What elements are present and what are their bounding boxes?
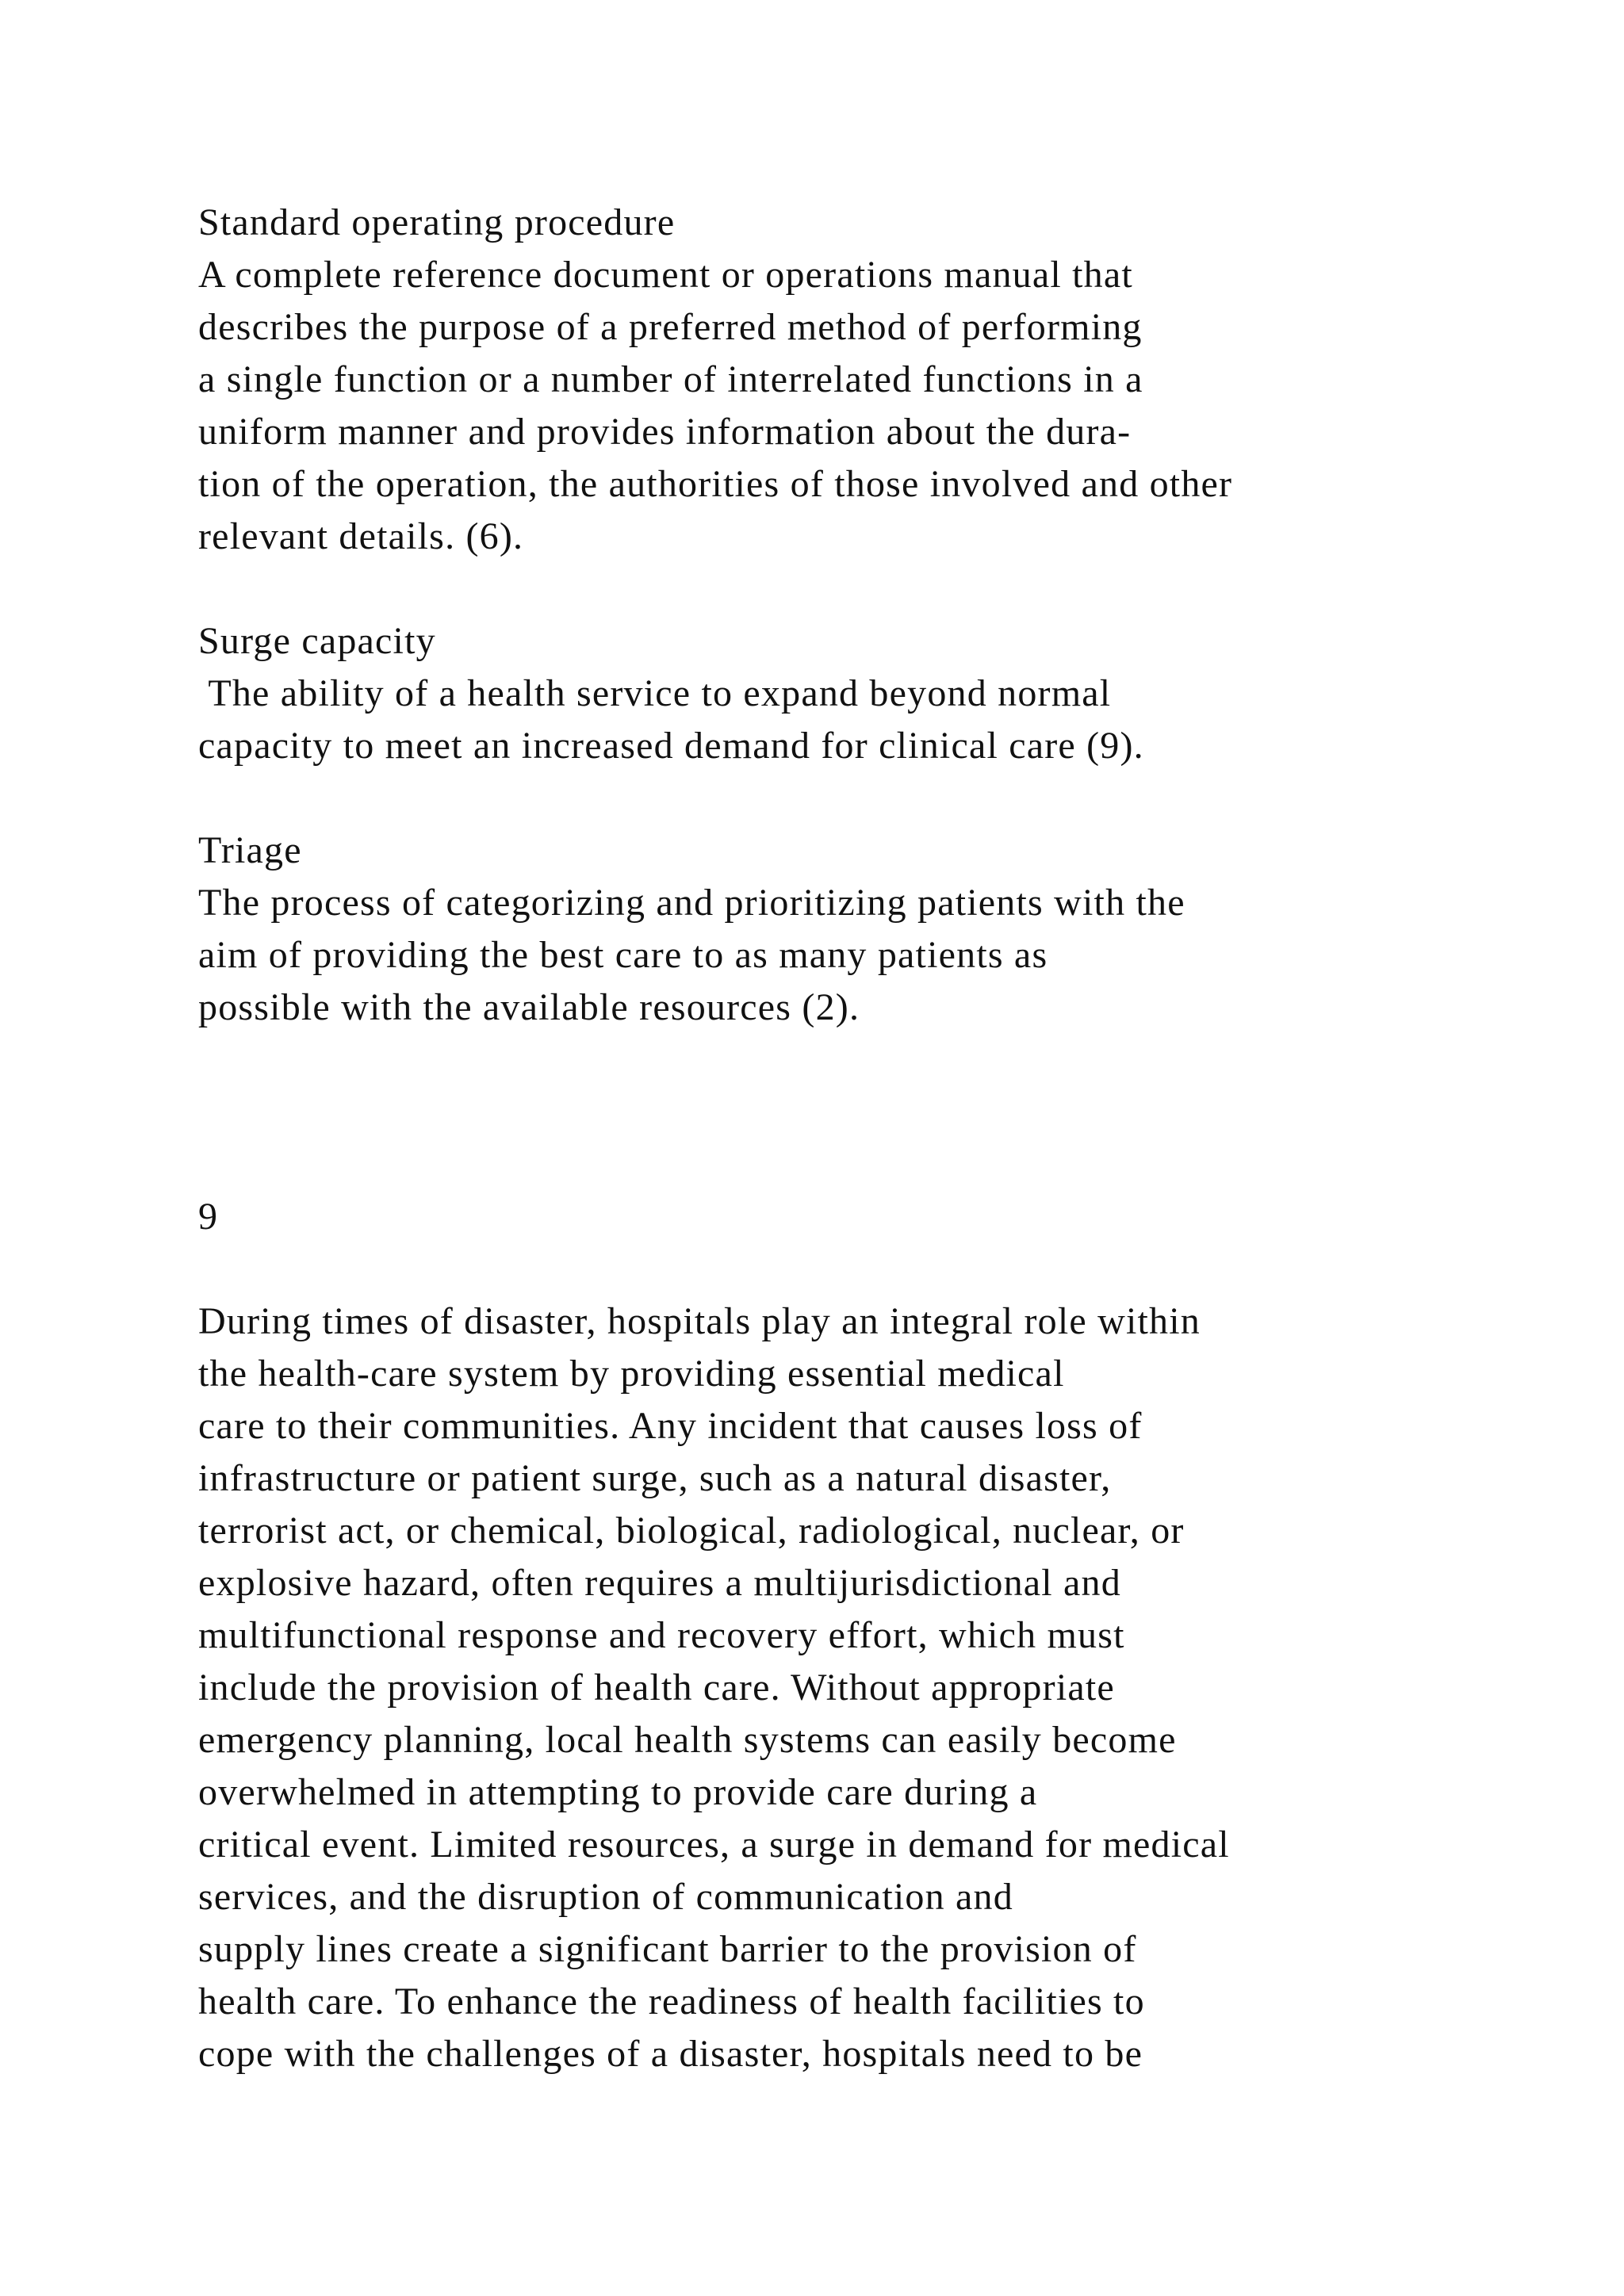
text-line: supply lines create a significant barrier to the provision of xyxy=(198,1928,1137,1970)
text-line: The ability of a health service to expand beyond normal xyxy=(198,672,1112,714)
text-line: 9 xyxy=(198,1196,219,1238)
text-line: overwhelmed in attempting to provide care during a xyxy=(198,1771,1038,1813)
text-line: explosive hazard, often requires a multijurisdictional and xyxy=(198,1562,1121,1604)
text-line: multifunctional response and recovery effort, which must xyxy=(198,1614,1125,1656)
text-line: A complete reference document or operations manual that xyxy=(198,254,1133,296)
text-line: cope with the challenges of a disaster, hospitals need to be xyxy=(198,2033,1143,2075)
text-line: The process of categorizing and prioritizing patients with the xyxy=(198,882,1185,924)
text-line: capacity to meet an increased demand for clinical care (9). xyxy=(198,725,1144,767)
text-line: possible with the available resources (2). xyxy=(198,986,860,1028)
text-line: emergency planning, local health systems can easily become xyxy=(198,1719,1177,1761)
text-line: tion of the operation, the authorities of those involved and other xyxy=(198,463,1233,505)
text-line xyxy=(198,1138,1618,1191)
text-line: critical event. Limited resources, a surge in demand for medical xyxy=(198,1823,1230,1866)
text-line: services, and the disruption of communication and xyxy=(198,1876,1013,1918)
text-line: include the provision of health care. Without appropriate xyxy=(198,1667,1115,1709)
text-line: the health-care system by providing essential medical xyxy=(198,1353,1065,1395)
text-line xyxy=(198,1086,1618,1138)
text-line: aim of providing the best care to as many patients as xyxy=(198,934,1048,976)
text-line: describes the purpose of a preferred method of performing xyxy=(198,306,1143,348)
text-line: uniform manner and provides information about the dura- xyxy=(198,411,1132,453)
text-line: Surge capacity xyxy=(198,620,436,662)
text-line: relevant details. (6). xyxy=(198,515,524,557)
text-line: care to their communities. Any incident that causes loss of xyxy=(198,1405,1143,1447)
text-line: a single function or a number of interrelated functions in a xyxy=(198,358,1143,400)
text-line xyxy=(198,772,1618,825)
text-line: health care. To enhance the readiness of health facilities to xyxy=(198,1980,1145,2022)
text-line xyxy=(198,563,1618,615)
text-line xyxy=(198,1034,1618,1086)
document-text xyxy=(198,197,1618,2080)
text-line: During times of disaster, hospitals play an integral role within xyxy=(198,1300,1201,1342)
text-line: infrastructure or patient surge, such as a natural disaster, xyxy=(198,1457,1112,1499)
text-line: Standard operating procedure xyxy=(198,201,676,243)
text-line: terrorist act, or chemical, biological, radiological, nuclear, or xyxy=(198,1510,1185,1552)
text-line: Triage xyxy=(198,829,302,871)
text-line xyxy=(198,1243,1618,1295)
